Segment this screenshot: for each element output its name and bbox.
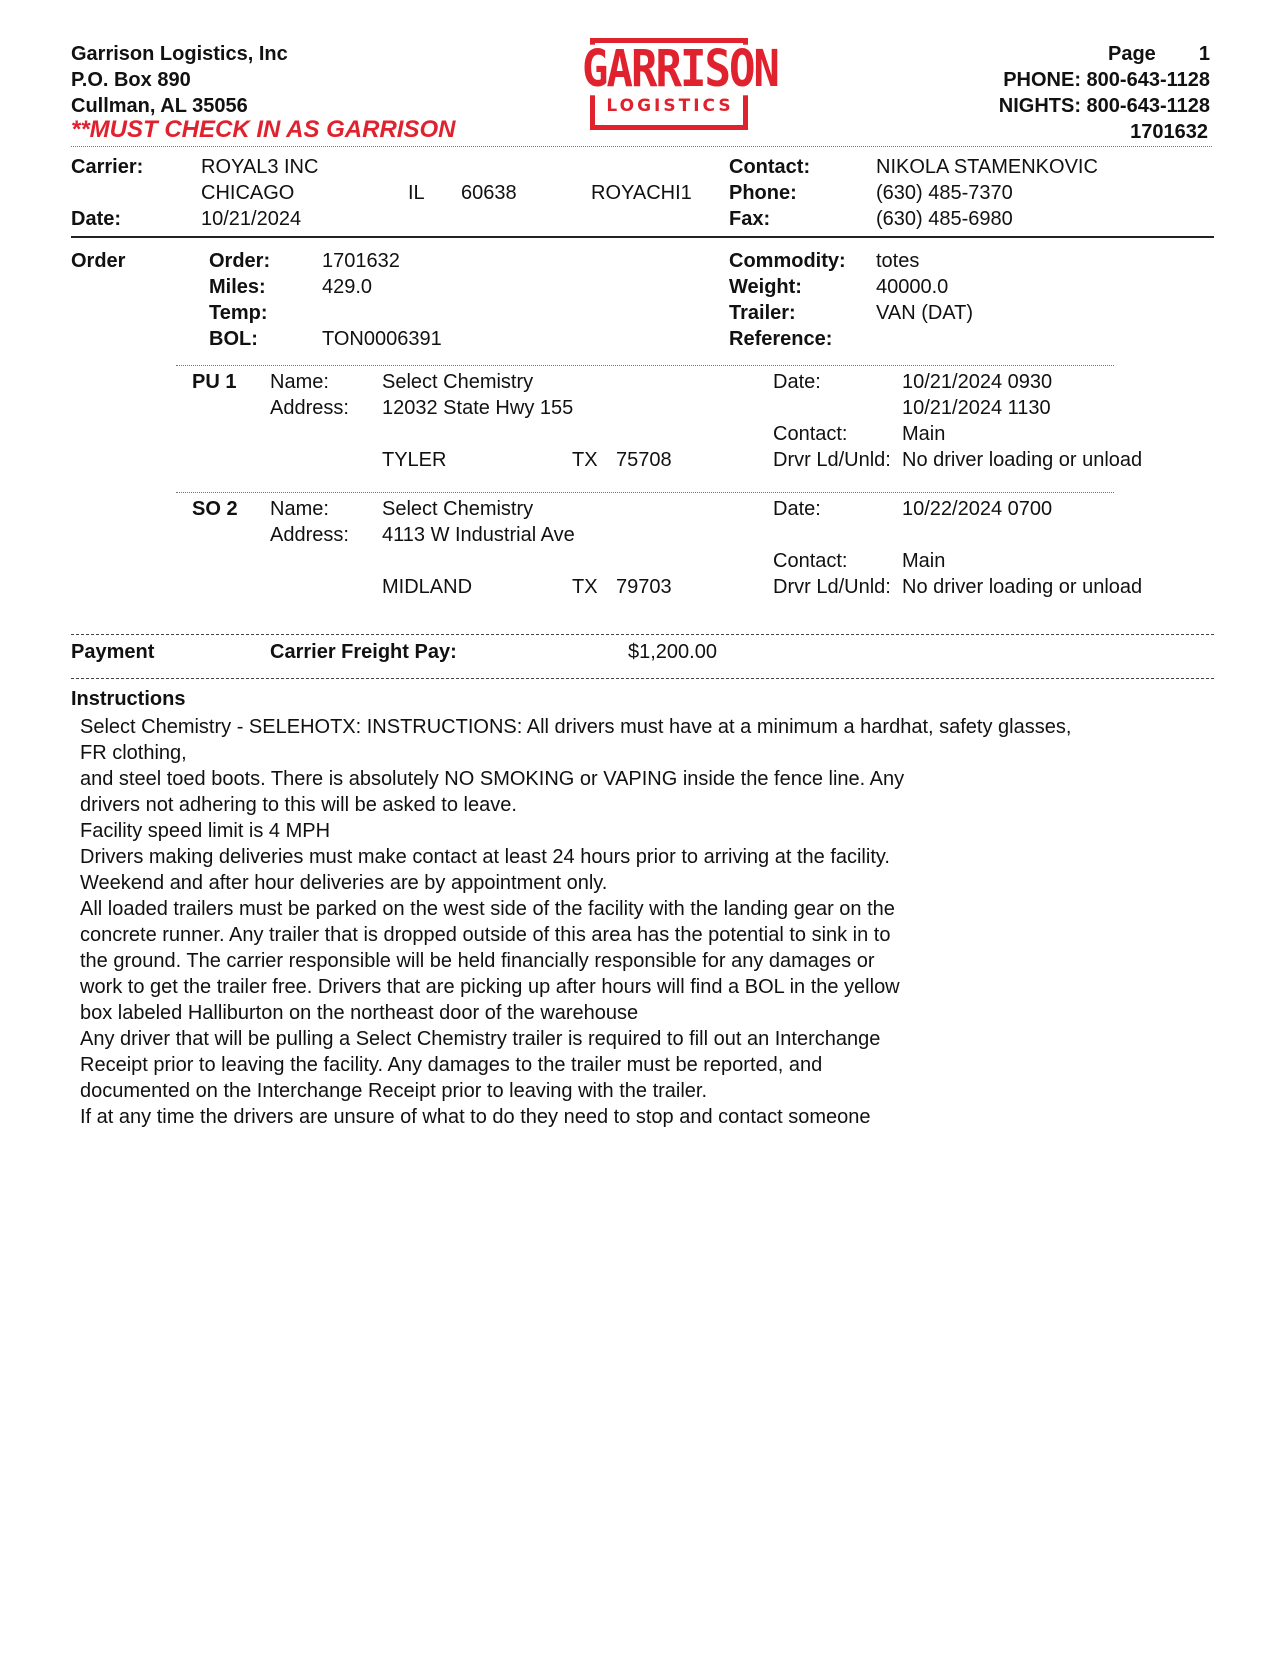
freight-pay-label: Carrier Freight Pay:: [270, 641, 457, 663]
instruction-line: work to get the trailer free. Drivers that are picking up after hours will find a BOL in the yellow: [80, 976, 900, 998]
carrier-city: CHICAGO: [201, 182, 295, 204]
order-commodity: totes: [876, 250, 920, 272]
stop-date-label: Date:: [773, 371, 821, 393]
instructions-body: [80, 714, 1180, 1130]
instruction-line: If at any time the drivers are unsure of what to do they need to stop and contact someone: [80, 1106, 871, 1128]
instruction-line: Facility speed limit is 4 MPH: [80, 820, 331, 842]
date-label: Date:: [71, 208, 122, 230]
divider: [71, 236, 1214, 238]
page-label: Page: [1108, 43, 1156, 65]
carrier-contact: NIKOLA STAMENKOVIC: [876, 156, 1098, 178]
stop-driver-note: No driver loading or unload: [902, 449, 1143, 471]
bol-label: BOL:: [209, 328, 258, 350]
carrier-code: ROYACHI1: [591, 182, 692, 204]
order-trailer: VAN (DAT): [876, 302, 974, 324]
divider: [71, 678, 1214, 679]
stop-state: TX: [572, 576, 598, 598]
stop-name: Select Chemistry: [382, 498, 534, 520]
carrier-zip: 60638: [461, 182, 517, 204]
order-miles: 429.0: [322, 276, 373, 298]
instructions-title: Instructions: [71, 688, 186, 710]
divider: [71, 146, 1212, 147]
carrier-fax: (630) 485-6980: [876, 208, 1013, 230]
commodity-label: Commodity:: [729, 250, 846, 272]
stop-address: 4113 W Industrial Ave: [382, 524, 575, 546]
stop-date: 10/22/2024 0700: [902, 498, 1053, 520]
stop-driver-label: Drvr Ld/Unld:: [773, 449, 891, 471]
miles-label: Miles:: [209, 276, 266, 298]
reference-label: Reference:: [729, 328, 833, 350]
stop-zip: 75708: [616, 449, 672, 471]
stop-id: PU 1: [192, 371, 237, 393]
stop-id: SO 2: [192, 498, 238, 520]
order-number: 1701632: [322, 250, 400, 272]
fax-label: Fax:: [729, 208, 771, 230]
instruction-line: the ground. The carrier responsible will be held financially responsible for any damages or: [80, 950, 875, 972]
stop-date: 10/21/2024 0930: [902, 371, 1053, 393]
stop-contact-label: Contact:: [773, 550, 848, 572]
trailer-label: Trailer:: [729, 302, 796, 324]
carrier-state: IL: [408, 182, 425, 204]
order-weight: 40000.0: [876, 276, 949, 298]
instruction-line: Select Chemistry - SELEHOTX: INSTRUCTIONS: All drivers must have at a minimum a hardhat, safety glasses,: [80, 716, 1072, 738]
stop-date-end: 10/21/2024 1130: [902, 397, 1051, 419]
stop-driver-note: No driver loading or unload: [902, 576, 1143, 598]
company-po-box: P.O. Box 890: [71, 69, 191, 91]
page-number: 1: [1198, 43, 1210, 65]
stop-city: MIDLAND: [382, 576, 473, 598]
phone-label: Phone:: [729, 182, 797, 204]
stop-address-label: Address:: [270, 524, 349, 546]
stop-name: Select Chemistry: [382, 371, 534, 393]
checkin-notice: **MUST CHECK IN AS GARRISON: [71, 116, 456, 143]
contact-label: Contact:: [729, 156, 811, 178]
company-name: Garrison Logistics, Inc: [71, 43, 288, 65]
stop-city: TYLER: [382, 449, 447, 471]
temp-label: Temp:: [209, 302, 268, 324]
stop-driver-label: Drvr Ld/Unld:: [773, 576, 891, 598]
logo-subtitle: LOGISTICS: [606, 96, 734, 116]
carrier-date: 10/21/2024: [201, 208, 302, 230]
order-bol: TON0006391: [322, 328, 442, 350]
header-order-number: 1701632: [1130, 121, 1208, 143]
instruction-line: FR clothing,: [80, 742, 187, 764]
dispatch-phone: PHONE: 800-643-1128: [1003, 69, 1210, 91]
stop-name-label: Name:: [270, 498, 329, 520]
order-section-label: Order: [71, 250, 126, 272]
carrier-label: Carrier:: [71, 156, 144, 178]
logo-wordmark: GARRISON: [582, 40, 778, 99]
stop-contact-label: Contact:: [773, 423, 848, 445]
instruction-line: Weekend and after hour deliveries are by appointment only.: [80, 872, 608, 894]
instruction-line: documented on the Interchange Receipt prior to leaving with the trailer.: [80, 1080, 708, 1102]
carrier-phone: (630) 485-7370: [876, 182, 1013, 204]
instruction-line: drivers not adhering to this will be asked to leave.: [80, 794, 517, 816]
order-label: Order:: [209, 250, 271, 272]
freight-pay-amount: $1,200.00: [628, 641, 717, 663]
instruction-line: and steel toed boots. There is absolutely NO SMOKING or VAPING inside the fence line. Any: [80, 768, 905, 790]
stop-state: TX: [572, 449, 598, 471]
stop-zip: 79703: [616, 576, 672, 598]
instruction-line: All loaded trailers must be parked on the west side of the facility with the landing gear on the: [80, 898, 895, 920]
divider: [71, 634, 1214, 635]
instruction-line: Any driver that will be pulling a Select Chemistry trailer is required to fill out an Interchange: [80, 1028, 881, 1050]
carrier-name: ROYAL3 INC: [201, 156, 319, 178]
instruction-line: Drivers making deliveries must make contact at least 24 hours prior to arriving at the facility.: [80, 846, 890, 868]
company-city: Cullman, AL 35056: [71, 95, 248, 117]
stop-address: 12032 State Hwy 155: [382, 397, 574, 419]
instruction-line: concrete runner. Any trailer that is dropped outside of this area has the potential to sink in to: [80, 924, 891, 946]
nights-phone: NIGHTS: 800-643-1128: [998, 95, 1210, 117]
divider: [176, 365, 1114, 366]
garrison-logo: [582, 38, 778, 134]
stop-contact: Main: [902, 423, 946, 445]
payment-section-label: Payment: [71, 641, 155, 663]
stop-contact: Main: [902, 550, 946, 572]
stop-name-label: Name:: [270, 371, 329, 393]
stop-date-label: Date:: [773, 498, 821, 520]
instruction-line: Receipt prior to leaving the facility. Any damages to the trailer must be reported, and: [80, 1054, 823, 1076]
weight-label: Weight:: [729, 276, 802, 298]
divider: [176, 492, 1114, 493]
stop-address-label: Address:: [270, 397, 349, 419]
instruction-line: box labeled Halliburton on the northeast door of the warehouse: [80, 1002, 639, 1024]
